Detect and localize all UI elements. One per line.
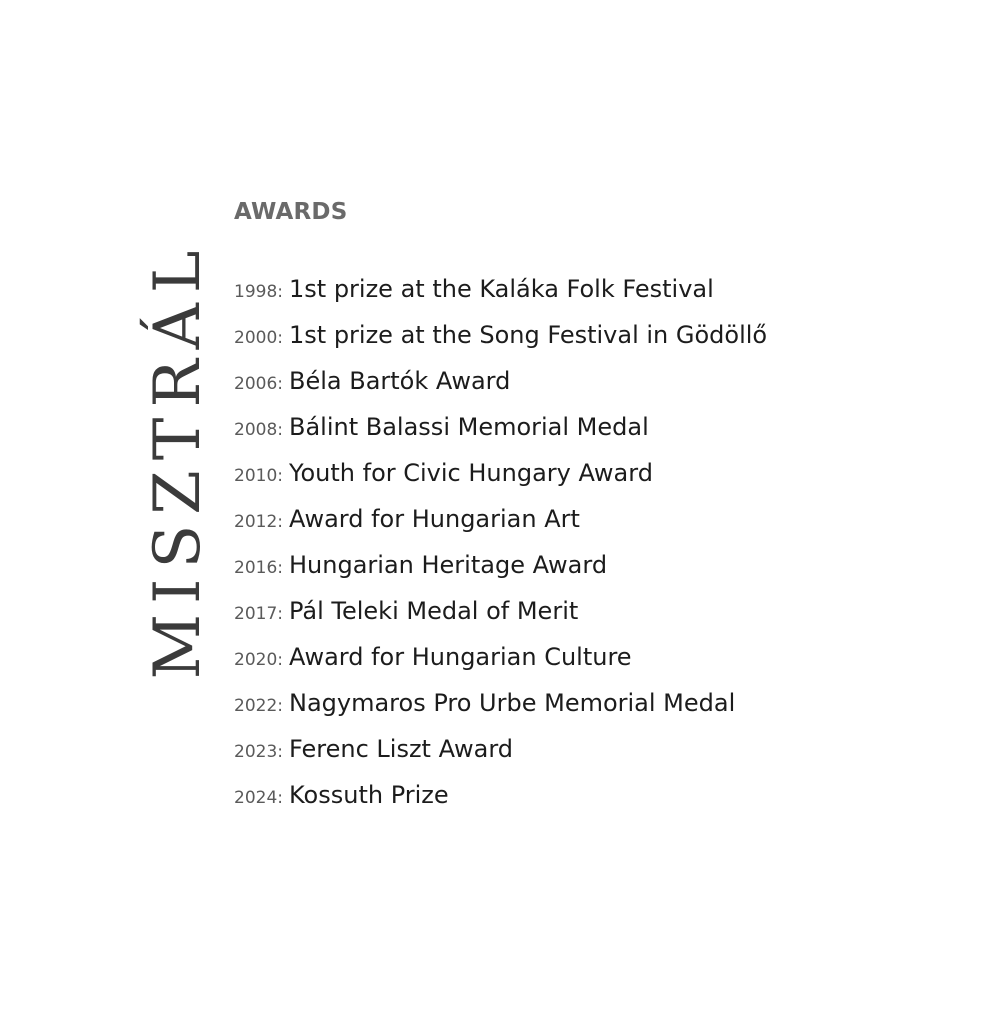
award-separator: :: [277, 466, 283, 486]
award-item: [234, 275, 767, 321]
award-separator: :: [277, 604, 283, 624]
award-separator: :: [277, 374, 283, 394]
award-year: 2010: [234, 466, 278, 486]
award-name: Kossuth Prize: [289, 781, 449, 809]
award-separator: :: [277, 650, 283, 670]
award-separator: :: [277, 558, 283, 578]
award-separator: :: [277, 696, 283, 716]
award-item: [234, 781, 767, 827]
award-name: Béla Bartók Award: [289, 367, 511, 395]
award-separator: :: [277, 512, 283, 532]
award-item: [234, 505, 767, 551]
award-year: 2016: [234, 558, 278, 578]
award-year: 2022: [234, 696, 278, 716]
award-item: [234, 689, 767, 735]
award-item: [234, 735, 767, 781]
award-separator: :: [277, 420, 283, 440]
award-year: 2000: [234, 328, 278, 348]
award-name: Bálint Balassi Memorial Medal: [289, 413, 649, 441]
award-year: 1998: [234, 282, 278, 302]
award-separator: :: [277, 328, 283, 348]
award-separator: :: [277, 282, 283, 302]
award-year: 2023: [234, 742, 278, 762]
award-name: Award for Hungarian Culture: [289, 643, 632, 671]
award-name: Hungarian Heritage Award: [289, 551, 608, 579]
misztral-logo: MISZTRÁL: [141, 240, 215, 680]
award-name: Award for Hungarian Art: [289, 505, 580, 533]
award-year: 2012: [234, 512, 278, 532]
award-name: Nagymaros Pro Urbe Memorial Medal: [289, 689, 736, 717]
award-item: [234, 551, 767, 597]
award-name: Youth for Civic Hungary Award: [289, 459, 653, 487]
awards-heading: AWARDS: [234, 199, 348, 225]
award-name: 1st prize at the Song Festival in Gödöllő: [289, 321, 768, 349]
award-year: 2006: [234, 374, 278, 394]
award-item: [234, 367, 767, 413]
award-year: 2020: [234, 650, 278, 670]
award-item: [234, 413, 767, 459]
award-name: Ferenc Liszt Award: [289, 735, 514, 763]
award-year: 2024: [234, 788, 278, 808]
award-year: 2008: [234, 420, 278, 440]
award-separator: :: [277, 788, 283, 808]
award-item: [234, 321, 767, 367]
award-year: 2017: [234, 604, 278, 624]
awards-list: [234, 275, 767, 827]
award-item: [234, 597, 767, 643]
award-item: [234, 459, 767, 505]
award-item: [234, 643, 767, 689]
award-name: Pál Teleki Medal of Merit: [289, 597, 579, 625]
award-name: 1st prize at the Kaláka Folk Festival: [289, 275, 714, 303]
award-separator: :: [277, 742, 283, 762]
